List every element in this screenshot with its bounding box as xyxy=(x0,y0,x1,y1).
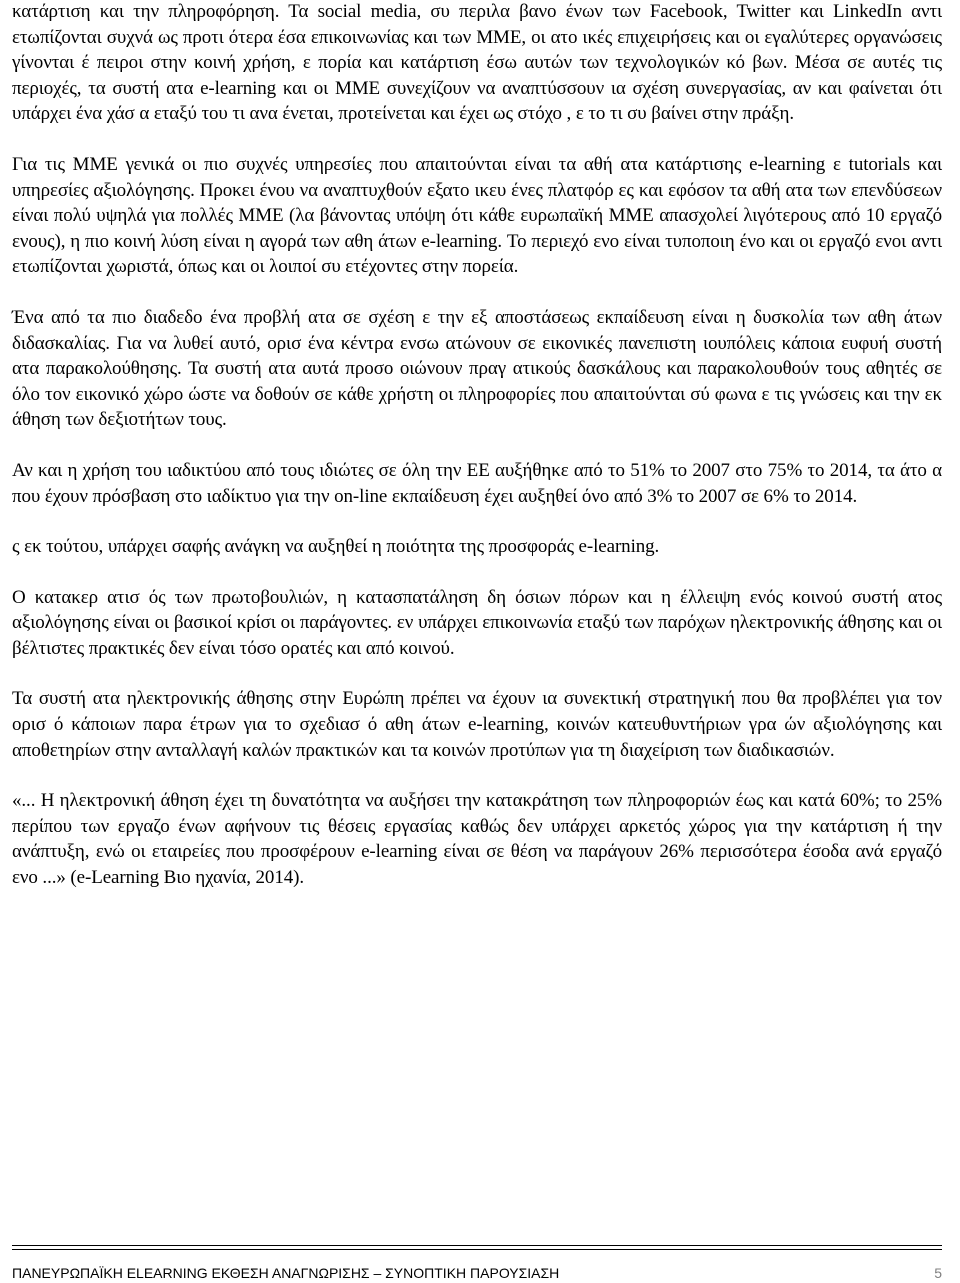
page-number: 5 xyxy=(934,1265,942,1281)
footer-divider xyxy=(12,1249,942,1250)
body-paragraph: Ο κατακερ ατισ ός των πρωτοβουλιών, η κατασπατάληση δη όσιων πόρων και η έλλειψη ενός κοινού συστή ατος αξιολόγησης είναι οι βασικοί κρίσι οι παράγοντες. εν υπάρχει επικοινωνία εταξύ των παρόχων ηλεκτρονικής άθησης και οι βέλτιστες πρακτικές δεν είναι τόσο ορατές και από κοινού. xyxy=(12,586,942,659)
quote-paragraph: «... Η ηλεκτρονική άθηση έχει τη δυνατότητα να αυξήσει την κατακράτηση των πληροφοριών έως και κατά 60%; το 25% περίπου των εργαζο ένων αφήνουν τις θέσεις εργασίας καθώς δεν υπάρχει αρκετός χώρος για την κατάρτιση ή την ανάπτυξη, ενώ οι εταιρείες που προσφέρουν e-learning είναι σε θέση να παράγουν 26% περισσότερα έσοδα ανά εργαζό ενο ...» (e-Learning Βιο ηχανία, 2014). xyxy=(12,790,942,889)
page-footer xyxy=(12,1264,942,1282)
body-paragraph: Τα συστή ατα ηλεκτρονικής άθησης στην Ευρώπη πρέπει να έχουν ια συνεκτική στρατηγική που θα προβλέπει για τον ορισ ό κάποιων παρα έτρων για το σχεδιασ ό αθη άτων e-learning, κοινών κατευθυντήριων γρα ών αξιολόγησης και αποθετηρίων στην ανταλλαγή καλών πρακτικών και τα κοινών προτύπων για τη διαχείριση των διαδικασιών. xyxy=(12,688,942,761)
body-paragraph: ς εκ τούτου, υπάρχει σαφής ανάγκη να αυξηθεί η ποιότητα της προσφοράς e-learning. xyxy=(12,536,660,558)
body-paragraph: κατάρτιση και την πληροφόρηση. Τα social media, συ περιλα βανο ένων των Facebook, Twitter και LinkedIn αντι ετωπίζονται συχνά ως προτι ότερα έσα επικοινωνίας και των ΜΜΕ, οι ατο ικές επιχειρήσεις και οι εγαλύτερες οργανώσεις γίνονται έ πειροι στην κοινή χρήση, ε πορία και κατάρτιση έσω αυτών των τεχνολογικών κό βων. Μέσα σε αυτές τις περιοχές, τα συστή ατα e-learning και οι ΜΜΕ συνεχίζουν να αναπτύσσουν ια σχέση συνεργασίας, αν και φαίνεται ότι υπάρχει ένα χάσ α εταξύ του τι ανα ένεται, προτείνεται και έχει ως στόχο , ε το τι συ βαίνει στην πράξη. xyxy=(12,1,942,125)
body-paragraph: Ένα από τα πιο διαδεδο ένα προβλή ατα σε σχέση ε την εξ αποστάσεως εκπαίδευση είναι η δυσκολία των αθη άτων διδασκαλίας. Για να λυθεί αυτό, ορισ ένα κέντρα ενσω ατώνουν σε εικονικές πανεπιστη ιουπόλεις κάποια ευφυή συστή ατα παρακολούθησης. Τα συστή ατα αυτά προσο οιώνουν πραγ ατικούς δασκάλους και παρακολουθούν τους αθητές σε όλο τον εικονικό χώρο ώστε να δοθούν σε κάθε χρήστη οι πληροφορίες που απαιτούνται σύ φωνα ε τις γνώσεις και την εκ άθηση των δεξιοτήτων τους. xyxy=(12,306,942,431)
footer-title: ΠΑΝΕΥΡΩΠΑΪΚΗ ELEARNING ΕΚΘΕΣΗ ΑΝΑΓΝΩΡΙΣΗΣ – ΣΥΝΟΠΤΙΚΗ ΠΑΡΟΥΣΙΑΣΗ xyxy=(12,1265,560,1281)
body-paragraph: Αν και η χρήση του ιαδικτύου από τους ιδιώτες σε όλη την ΕΕ αυξήθηκε από το 51% το 2007 στο 75% το 2014, τα άτο α που έχουν πρόσβαση στο ιαδίκτυο για την on-line εκπαίδευση έχει αυξηθεί όνο από 3% το 2007 σε 6% το 2014. xyxy=(12,459,942,507)
footer-divider xyxy=(12,1245,942,1246)
body-paragraph: Για τις ΜΜΕ γενικά οι πιο συχνές υπηρεσίες που απαιτούνται είναι τα αθή ατα κατάρτισης e-learning ε tutorials και υπηρεσίες αξιολόγησης. Προκει ένου να αναπτυχθούν εξατο ικευ ένες πλατφόρ ες και εφόσον τα αθή ατα των επενδύσεων είναι πολύ υψηλά για πολλές ΜΜΕ (λα βάνοντας υπόψη ότι κάθε ευρωπαϊκή ΜΜΕ απασχολεί λιγότερους από 10 εργαζό ενους), η πιο κοινή λύση είναι η αγορά των αθη άτων e-learning. Το περιεχό ενο είναι τυποποιη ένο και οι εργαζό ενοι αντι ετωπίζονται χωριστά, όπως και οι λοιποί συ ετέχοντες στην πορεία. xyxy=(12,153,942,278)
document-body xyxy=(12,0,942,891)
